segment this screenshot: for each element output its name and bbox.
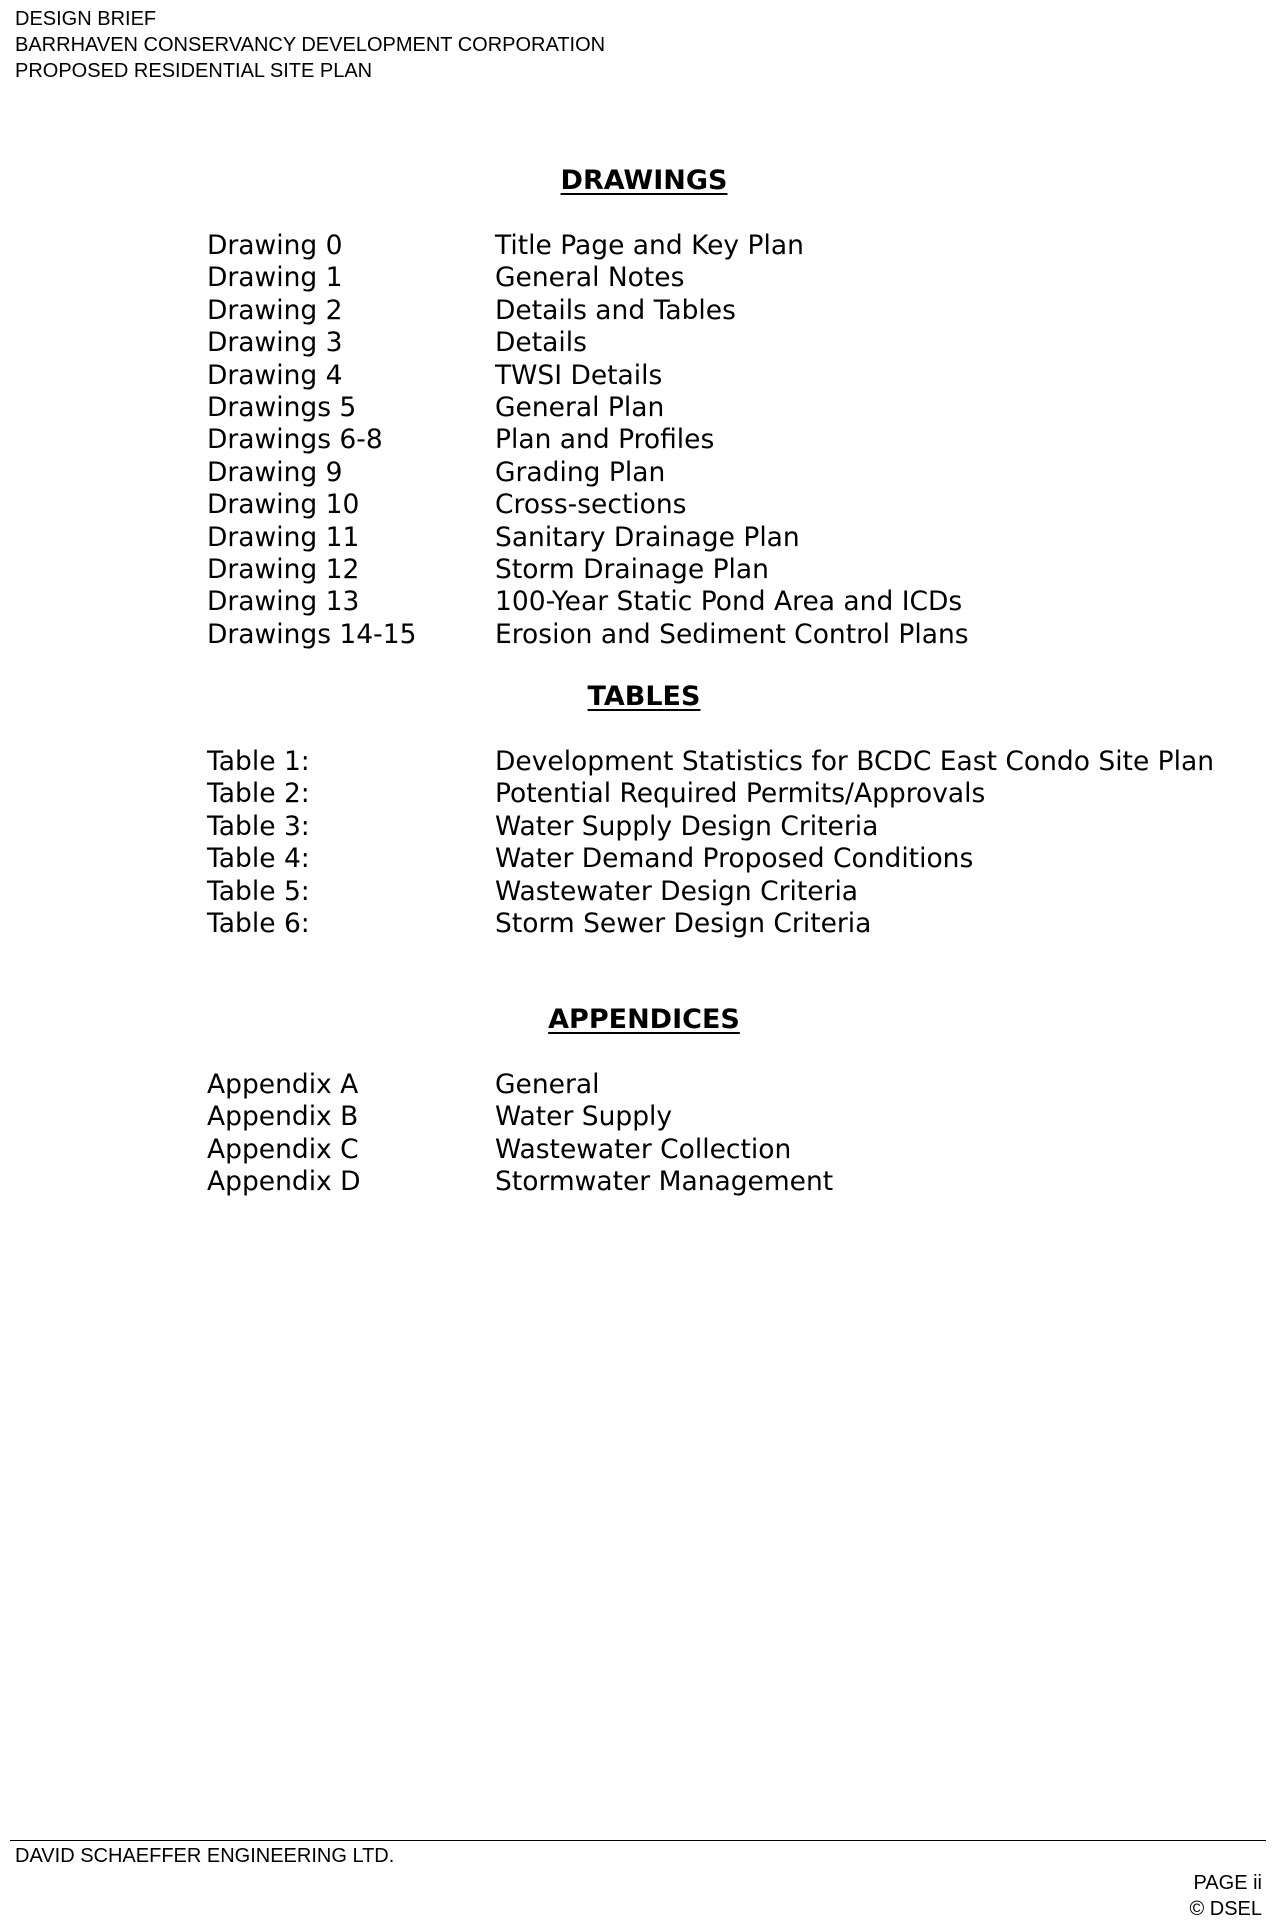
drawings-description: Title Page and Key Plan <box>495 230 804 261</box>
drawings-heading-text: DRAWINGS <box>560 165 728 196</box>
tables-description: Potential Required Permits/Approvals <box>495 778 986 810</box>
page-number: PAGE ii <box>1193 1872 1262 1894</box>
appendices-heading-text: APPENDICES <box>548 1004 740 1035</box>
drawings-description: Erosion and Sediment Control Plans <box>495 618 969 650</box>
tables-list <box>207 746 1214 940</box>
header-line-1: DESIGN BRIEF <box>15 8 157 30</box>
footer-divider <box>10 1840 1266 1841</box>
drawings-label: Drawing 9 <box>207 456 343 488</box>
drawings-description: Grading Plan <box>495 456 666 488</box>
appendices-label: Appendix D <box>207 1166 361 1198</box>
tables-description: Water Demand Proposed Conditions <box>495 843 974 875</box>
drawings-description: Cross-sections <box>495 489 687 521</box>
appendices-label: Appendix A <box>207 1069 359 1100</box>
appendices-row <box>207 1101 833 1133</box>
drawings-row <box>207 457 969 489</box>
tables-label: Table 6: <box>207 907 310 939</box>
drawings-label: Drawing 2 <box>207 294 343 326</box>
drawings-label: Drawings 5 <box>207 391 357 423</box>
appendices-description: Stormwater Management <box>495 1166 834 1198</box>
drawings-row <box>207 554 969 586</box>
drawings-description: Plan and Profiles <box>495 424 715 456</box>
document-header <box>15 6 605 84</box>
header-line-3: PROPOSED RESIDENTIAL SITE PLAN <box>15 60 373 82</box>
tables-description: Storm Sewer Design Criteria <box>495 907 872 939</box>
appendices-description: Water Supply <box>495 1101 673 1133</box>
drawings-label: Drawing 1 <box>207 262 343 294</box>
header-line-2: BARRHAVEN CONSERVANCY DEVELOPMENT CORPORATION <box>15 34 606 56</box>
drawings-row <box>207 230 969 262</box>
tables-label: Table 4: <box>207 843 310 875</box>
tables-description: Wastewater Design Criteria <box>495 875 859 907</box>
tables-label: Table 5: <box>207 875 310 907</box>
drawings-row <box>207 424 969 456</box>
drawings-row <box>207 360 969 392</box>
drawings-row <box>207 262 969 294</box>
drawings-list <box>207 230 969 651</box>
drawings-description: General Plan <box>495 391 665 423</box>
tables-heading <box>0 681 1280 712</box>
appendices-row <box>207 1069 833 1101</box>
drawings-label: Drawings 6-8 <box>207 424 383 456</box>
drawings-label: Drawing 12 <box>207 553 360 585</box>
appendices-heading <box>0 1004 1280 1035</box>
tables-row <box>207 843 1214 875</box>
tables-heading-text: TABLES <box>587 681 701 712</box>
tables-label: Table 2: <box>207 778 310 810</box>
drawings-row <box>207 522 969 554</box>
drawings-description: TWSI Details <box>495 359 663 391</box>
tables-row <box>207 811 1214 843</box>
drawings-row <box>207 586 969 618</box>
footer-company: DAVID SCHAEFFER ENGINEERING LTD. <box>15 1845 395 1867</box>
drawings-description: Details <box>495 327 587 359</box>
drawings-label: Drawings 14-15 <box>207 618 417 650</box>
tables-row <box>207 778 1214 810</box>
drawings-row <box>207 392 969 424</box>
tables-label: Table 3: <box>207 810 310 842</box>
appendices-description: General <box>495 1069 600 1100</box>
drawings-row <box>207 619 969 651</box>
drawings-row <box>207 327 969 359</box>
appendices-label: Appendix C <box>207 1133 359 1165</box>
footer-page-info <box>1189 1870 1262 1922</box>
appendices-list <box>207 1069 833 1199</box>
drawings-description: Storm Drainage Plan <box>495 553 769 585</box>
drawings-label: Drawing 4 <box>207 359 343 391</box>
drawings-description: 100-Year Static Pond Area and ICDs <box>495 586 963 618</box>
tables-row <box>207 746 1214 778</box>
drawings-row <box>207 295 969 327</box>
appendices-label: Appendix B <box>207 1101 359 1133</box>
drawings-label: Drawing 11 <box>207 521 360 553</box>
drawings-description: Sanitary Drainage Plan <box>495 521 800 553</box>
drawings-heading <box>0 165 1280 196</box>
drawings-row <box>207 489 969 521</box>
drawings-label: Drawing 13 <box>207 586 360 618</box>
appendices-row <box>207 1166 833 1198</box>
drawings-description: Details and Tables <box>495 294 736 326</box>
tables-row <box>207 908 1214 940</box>
appendices-description: Wastewater Collection <box>495 1133 792 1165</box>
drawings-label: Drawing 10 <box>207 489 360 521</box>
copyright: © DSEL <box>1189 1898 1262 1920</box>
drawings-label: Drawing 0 <box>207 230 343 261</box>
drawings-label: Drawing 3 <box>207 327 343 359</box>
tables-label: Table 1: <box>207 746 310 777</box>
drawings-description: General Notes <box>495 262 685 294</box>
tables-row <box>207 876 1214 908</box>
tables-description: Development Statistics for BCDC East Condo Site Plan <box>495 746 1215 777</box>
appendices-row <box>207 1134 833 1166</box>
tables-description: Water Supply Design Criteria <box>495 810 879 842</box>
